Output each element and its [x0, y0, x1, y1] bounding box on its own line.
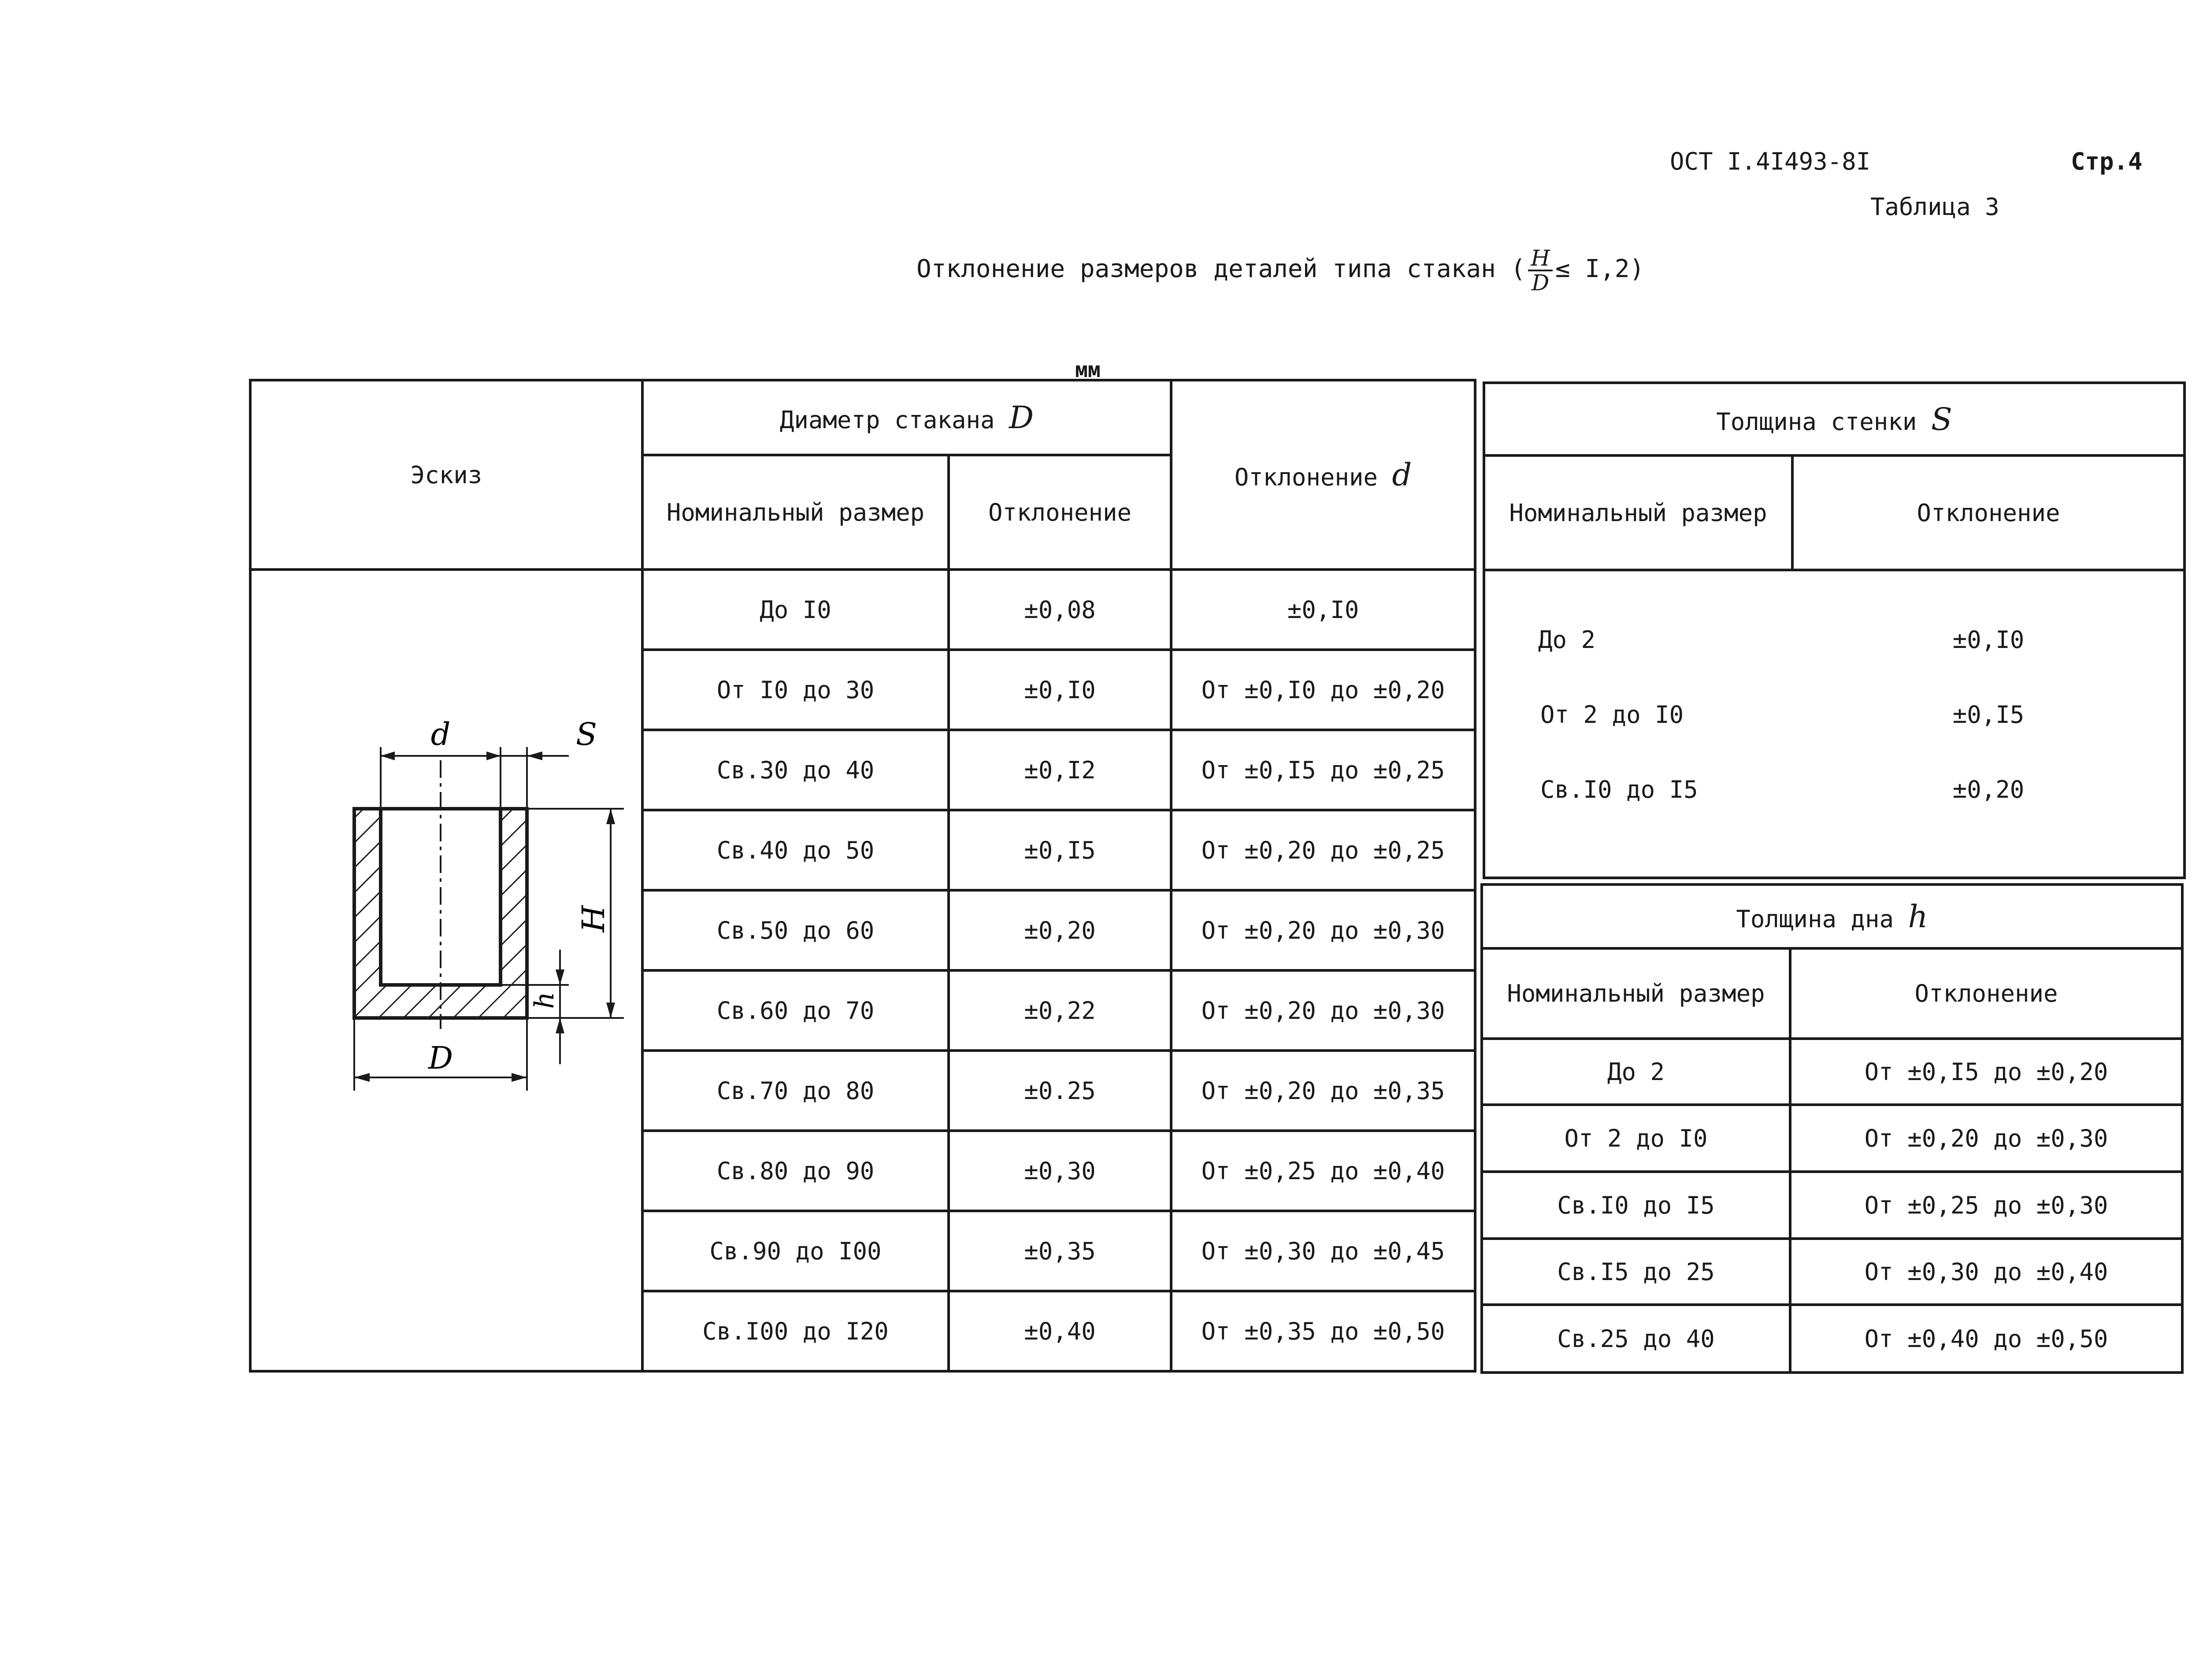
- row-9-dev-d: От ±0,30 до ±0,45: [1171, 1211, 1475, 1291]
- row-4-nominal: Св.40 до 50: [642, 810, 949, 890]
- row-2-nominal: От I0 до 30: [642, 650, 949, 730]
- bottom-thickness-table: [1480, 883, 2184, 1374]
- ratio-fraction: [1528, 247, 1553, 294]
- row-4-dev-d: От ±0,20 до ±0,25: [1171, 810, 1475, 890]
- row-1-nominal: До I0: [642, 570, 949, 650]
- row-10-dev-d: От ±0,35 до ±0,50: [1171, 1291, 1475, 1371]
- row-6-dev: ±0,22: [949, 970, 1171, 1051]
- wall-rows: [1485, 571, 2183, 877]
- row-7-dev-d: От ±0,20 до ±0,35: [1171, 1051, 1475, 1131]
- label-h: h: [529, 992, 560, 1009]
- standard-number: ОСТ I.4I493-8I: [1670, 148, 1871, 175]
- bottom-row-3-nominal: Св.I0 до I5: [1482, 1172, 1790, 1239]
- bottom-col-nominal: Номинальный размер: [1482, 948, 1790, 1039]
- row-6-nominal: Св.60 до 70: [642, 970, 949, 1051]
- row-1-dev: ±0,08: [949, 570, 1171, 650]
- row-4-dev: ±0,I5: [949, 810, 1171, 890]
- wall-row-3-nominal: Св.I0 до I5: [1540, 775, 1698, 803]
- row-3-dev: ±0,I2: [949, 730, 1171, 810]
- col-header-deviation: Отклонение: [949, 455, 1171, 570]
- sketch-cell: [250, 570, 642, 1371]
- row-8-dev: ±0,30: [949, 1131, 1171, 1211]
- deviation-d-header-text: Отклонение: [1234, 463, 1378, 491]
- bottom-row-1-dev: От ±0,I5 до ±0,20: [1790, 1039, 2182, 1105]
- deviation-d-symbol: d: [1392, 457, 1412, 493]
- wall-row-3-dev: ±0,20: [1952, 775, 2025, 803]
- wall-row: [1485, 752, 2183, 827]
- row-5-dev-d: От ±0,20 до ±0,30: [1171, 890, 1475, 970]
- row-7-nominal: Св.70 до 80: [642, 1051, 949, 1131]
- wall-col-deviation: Отклонение: [1792, 455, 2184, 570]
- title-prefix: Отклонение размеров деталей типа стакан (: [916, 255, 1526, 284]
- row-2-dev: ±0,I0: [949, 650, 1171, 730]
- row-7-dev: ±0.25: [949, 1051, 1171, 1131]
- label-S: S: [576, 716, 597, 752]
- wall-row-2-nominal: От 2 до I0: [1540, 700, 1684, 729]
- bottom-row-4-dev: От ±0,30 до ±0,40: [1790, 1239, 2182, 1305]
- wall-row-2-dev: ±0,I5: [1952, 700, 2025, 729]
- wall-rows-cell: [1484, 570, 2184, 878]
- document-title: [916, 247, 1644, 294]
- row-8-nominal: Св.80 до 90: [642, 1131, 949, 1211]
- wall-row-1-dev: ±0,I0: [1952, 625, 2025, 654]
- diameter-header-text: Диаметр стакана: [779, 406, 995, 434]
- wall-row-1-nominal: До 2: [1538, 625, 1596, 654]
- wall-col-nominal: Номинальный размер: [1484, 455, 1792, 570]
- ratio-denominator: D: [1532, 270, 1550, 296]
- deviation-d-header: [1171, 380, 1475, 570]
- bottom-row-3-dev: От ±0,25 до ±0,30: [1790, 1172, 2182, 1239]
- row-5-nominal: Св.50 до 60: [642, 890, 949, 970]
- diameter-header: [642, 380, 1171, 455]
- title-suffix: ≤ I,2): [1555, 255, 1645, 284]
- row-2-dev-d: От ±0,I0 до ±0,20: [1171, 650, 1475, 730]
- cup-sketch: [252, 571, 642, 1371]
- label-H: H: [575, 905, 612, 933]
- label-d: d: [430, 716, 451, 752]
- main-table: [249, 379, 1476, 1373]
- row-6-dev-d: От ±0,20 до ±0,30: [1171, 970, 1475, 1051]
- bottom-row-5-nominal: Св.25 до 40: [1482, 1305, 1790, 1373]
- bottom-header-text: Толщина дна: [1736, 905, 1894, 933]
- unit-label: мм: [1075, 358, 1101, 382]
- row-1-dev-d: ±0,I0: [1171, 570, 1475, 650]
- row-9-dev: ±0,35: [949, 1211, 1171, 1291]
- bottom-row-1-nominal: До 2: [1482, 1039, 1790, 1105]
- bottom-row-2-dev: От ±0,20 до ±0,30: [1790, 1105, 2182, 1172]
- page-number: Стр.4: [2071, 148, 2143, 175]
- row-10-nominal: Св.I00 до I20: [642, 1291, 949, 1371]
- sketch-header: Эскиз: [250, 380, 642, 570]
- row-3-nominal: Св.30 до 40: [642, 730, 949, 810]
- wall-symbol: S: [1931, 401, 1952, 437]
- row-9-nominal: Св.90 до I00: [642, 1211, 949, 1291]
- wall-thickness-table: [1483, 381, 2186, 879]
- row-3-dev-d: От ±0,I5 до ±0,25: [1171, 730, 1475, 810]
- wall-header-text: Толщина стенки: [1716, 407, 1917, 436]
- row-5-dev: ±0,20: [949, 890, 1171, 970]
- col-header-nominal: Номинальный размер: [642, 455, 949, 570]
- wall-row: [1485, 677, 2183, 752]
- bottom-row-2-nominal: От 2 до I0: [1482, 1105, 1790, 1172]
- ratio-numerator: H: [1528, 247, 1553, 271]
- wall-row: [1485, 602, 2183, 677]
- row-10-dev: ±0,40: [949, 1291, 1171, 1371]
- bottom-row-5-dev: От ±0,40 до ±0,50: [1790, 1305, 2182, 1373]
- bottom-header: [1482, 884, 2182, 948]
- row-8-dev-d: От ±0,25 до ±0,40: [1171, 1131, 1475, 1211]
- bottom-symbol: h: [1908, 898, 1928, 935]
- bottom-col-deviation: Отклонение: [1790, 948, 2182, 1039]
- diameter-symbol: D: [1009, 400, 1034, 436]
- label-D: D: [428, 1040, 453, 1076]
- bottom-row-4-nominal: Св.I5 до 25: [1482, 1239, 1790, 1305]
- wall-header: [1484, 383, 2184, 455]
- table-label: Таблица 3: [1870, 193, 1999, 221]
